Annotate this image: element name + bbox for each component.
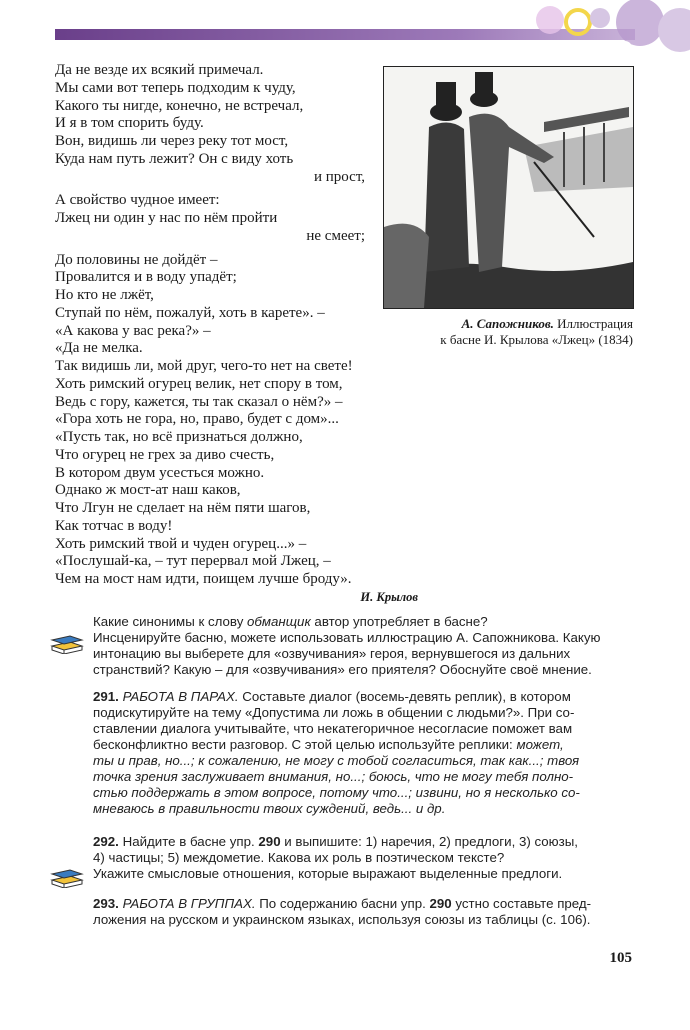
task-291-line5: ты и прав, но...; к сожалению, не могу с тобой согласиться, так как...; твоя [93,753,580,768]
task-292-line3: Укажите смысловые отношения, которые выражают выделенные предлоги. [93,866,563,881]
task-291-line8: мневаюсь в правильности твоих суждений, ведь... и др. [93,801,446,816]
task-293-label: РАБОТА В ГРУППАХ. [122,896,256,911]
poem-line: Что Лгун не сделает на нём пяти шагов, [55,500,311,516]
question-block [93,614,633,678]
task-291-line1: Составьте диалог (восемь-девять реплик), в котором [238,689,571,704]
poem-line: «Послушай-ка, – тут перервал мой Лжец, – [55,553,331,570]
q1-line1b: обманщик [247,614,311,629]
q1-line1a: Какие синонимы к слову [93,614,248,629]
poem-line: Лжец ни один у нас по нём пройти [55,210,278,226]
task-291-number: 291. [93,689,119,704]
task-292-ref: 290 [258,834,281,849]
poem-line: «Да не мелка. [55,340,143,357]
poem-line: Да не везде их всякий примечал. [55,62,264,78]
books-icon [50,632,84,654]
q1-line4: странствий? Какую – для «озвучивания» его приятеля? Обоснуйте своё мнение. [93,662,592,677]
task-293-line1a: По содержанию басни упр. [255,896,430,911]
task-292 [93,834,633,882]
poem-line: «Гора хоть не гора, но, право, будет с дом»... [55,411,339,428]
illustration-caption [383,316,633,348]
poem-line: «А какова у вас река?» – [55,322,211,339]
poem-line: До половины не дойдёт – [55,251,218,268]
poem-line: Хоть римский огурец велик, нет спору в том, [55,375,343,392]
q1-line2: Инсценируйте басню, можете использовать иллюстрацию А. Сапожникова. Какую [93,630,601,645]
poem-line: Однако ж мост-ат наш каков, [55,482,241,499]
poem-line: «Пусть так, но всё признаться должно, [55,429,303,445]
task-291 [93,689,633,817]
task-292-line2: 4) частицы; 5) междометие. Какова их роль в поэтическом тексте? [93,850,505,865]
poem-line: Как тотчас в воду! [55,517,173,534]
task-291-line6: точка зрения заслуживает внимания, но...; боюсь, что не могу тебя полно- [93,769,574,784]
q1-line1c: автор употребляет в басне? [310,614,488,629]
illustration-image [383,66,634,309]
task-291-line3: ставлении диалога учитывайте, что некатегоричное несогласие поможет вам [93,721,573,736]
task-293-line1b: устно составьте пред- [451,896,592,911]
poem-line: Ведь с гору, кажется, ты так сказал о нём?» – [55,393,343,410]
poem-line: А свойство чудное имеет: [55,192,220,209]
poem-line: Какого ты нигде, конечно, не встречал, [55,97,304,114]
task-292-line1b: и выпишите: 1) наречия, 2) предлоги, 3) союзы, [280,834,579,849]
poem-line: Что огурец не грех за диво счесть, [55,446,275,463]
task-293-number: 293. [93,896,119,911]
poem-line: В котором двум усесться можно. [55,464,265,481]
poem-text [55,62,430,589]
poem-line: Но кто не лжёт, [55,287,154,303]
task-291-line4b: может, [516,737,564,752]
task-293 [93,896,633,928]
poem-line: Так видишь ли, мой друг, чего-то нет на свете! [55,358,353,374]
books-icon [50,866,84,888]
poem-line: Вон, видишь ли через реку тот мост, [55,133,289,149]
task-291-line4: бесконфликтно вести разговор. С этой целью используйте реплики: [93,737,517,752]
task-293-ref: 290 [429,896,452,911]
task-292-number: 292. [93,834,119,849]
q1-line3: интонацию вы выберете для «озвучивания» героя, вернувшегося из дальних [93,646,571,661]
poem-line: Хоть римский твой и чуден огурец...» – [55,535,307,552]
task-292-line1a: Найдите в басне упр. [118,834,259,849]
poem-line: Провалится и в воду упадёт; [55,269,237,286]
page-number: 105 [609,950,632,966]
poem-line: Куда нам путь лежит? Он с виду хоть [55,150,294,167]
poem-line: Мы сами вот теперь подходим к чуду, [55,79,296,96]
caption-artist: А. Сапожников. [461,316,554,331]
caption-line2: к басне И. Крылова «Лжец» (1834) [440,332,633,347]
poem-line: не смеет; [306,227,365,244]
task-293-line2: ложения на русском и украинском языках, используя союзы из таблицы (с. 106). [93,912,591,927]
poem-line: И я в том спорить буду. [55,115,204,132]
caption-line1: Иллюстрация [553,316,633,331]
poem-line: Чем на мост нам идти, поищем лучше броду». [55,571,352,587]
task-291-line2: подискутируйте на тему «Допустима ли ложь в общении с людьми?». При со- [93,705,575,720]
poem-line: и прост, [313,168,365,185]
task-291-line7: стью поддержать в этом вопросе, потому что...; извини, но я несколько со- [93,785,580,800]
poem-author: И. Крылов [360,590,418,604]
task-291-label: РАБОТА В ПАРАХ. [122,689,239,704]
poem-line: Ступай по нём, пожалуй, хоть в карете». – [55,304,325,321]
decorative-circles-icon [530,0,690,60]
